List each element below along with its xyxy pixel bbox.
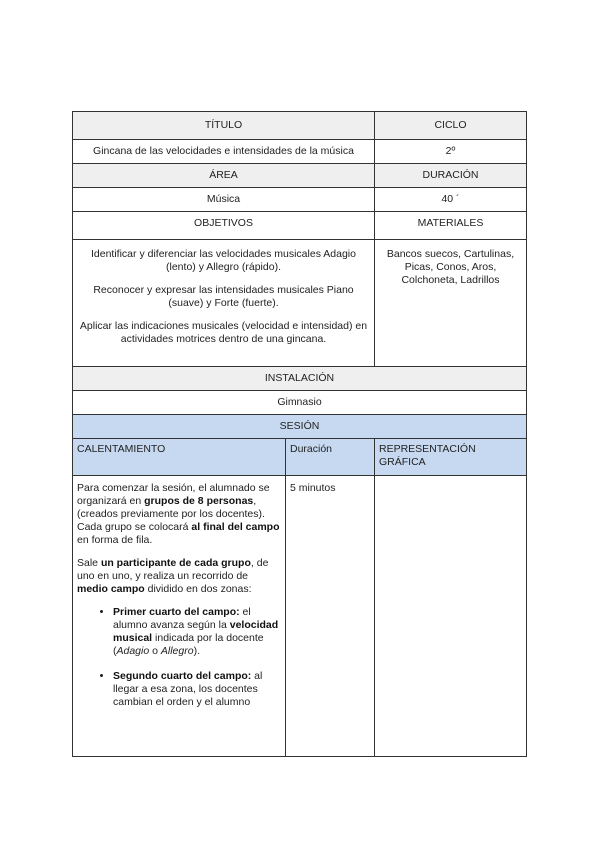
objetivos-header-row (73, 212, 527, 240)
title-header-row (73, 112, 527, 140)
bold-fragment: Primer cuarto del campo: (113, 606, 240, 618)
list-item-primer-cuarto (113, 606, 281, 658)
objetivo-2: Reconocer y expresar las intensidades musicales Piano (suave) y Forte (fuerte). (93, 284, 354, 309)
italic-fragment: Adagio (116, 645, 150, 657)
text-fragment: indicada por la docente ( (113, 632, 264, 657)
text-fragment: , de uno en uno, y realiza un recorrido de (77, 557, 269, 582)
area-label: ÁREA (73, 164, 375, 188)
zones-list (77, 606, 281, 709)
ciclo-label: CICLO (375, 112, 527, 140)
text-fragment: ). (193, 645, 200, 657)
text-fragment: el alumno avanza según la (113, 606, 251, 631)
calentamiento-content-row (73, 476, 527, 757)
sesion-header-row (73, 415, 527, 439)
titulo-value: Gincana de las velocidades e intensidades de la música (73, 140, 375, 164)
instalacion-header-row (73, 367, 527, 391)
text-fragment: o (149, 645, 161, 657)
bold-fragment: grupos de 8 personas (144, 495, 254, 507)
text-fragment: dividido en dos zonas: (144, 583, 252, 595)
duracion-column-label: Duración (286, 439, 375, 476)
duracion-value: 40 ´ (375, 188, 527, 212)
text-fragment: Para comenzar la sesión, el alumnado se organizará en (77, 482, 270, 507)
titulo-label: TÍTULO (73, 112, 375, 140)
objetivos-content-row (73, 240, 527, 367)
calentamiento-label: CALENTAMIENTO (73, 439, 286, 476)
instalacion-value-row (73, 391, 527, 415)
list-item-segundo-cuarto (113, 670, 281, 709)
materiales-content: Bancos suecos, Cartulinas, Picas, Conos, Aros, Colchoneta, Ladrillos (375, 240, 527, 367)
bold-fragment: velocidad musical (113, 619, 279, 644)
bold-fragment: un participante de cada grupo (100, 557, 251, 569)
area-value: Música (73, 188, 375, 212)
lesson-plan-table (72, 111, 527, 757)
instalacion-value: Gimnasio (73, 391, 527, 415)
representacion-label: REPRESENTACIÓN GRÁFICA (375, 439, 527, 476)
text-fragment: Sale (77, 557, 101, 569)
text-fragment: al llegar a esa zona, los docentes cambian el orden y el alumno (113, 670, 263, 708)
duracion-label: DURACIÓN (375, 164, 527, 188)
instalacion-label: INSTALACIÓN (73, 367, 527, 391)
calentamiento-paragraph-2 (77, 557, 281, 596)
sesion-label: SESIÓN (73, 415, 527, 439)
objetivo-3: Aplicar las indicaciones musicales (velocidad e intensidad) en actividades motrices dentro de una gincana. (79, 320, 368, 345)
text-fragment: en forma de fila. (77, 534, 153, 546)
objetivos-content (73, 240, 375, 367)
italic-fragment: Allegro (160, 645, 194, 657)
calentamiento-paragraph-1 (77, 482, 281, 547)
ciclo-value: 2º (375, 140, 527, 164)
bold-fragment: medio campo (77, 583, 145, 595)
objetivo-1: Identificar y diferenciar las velocidades musicales Adagio (lento) y Allegro (rápido). (91, 248, 356, 273)
objetivos-label: OBJETIVOS (73, 212, 375, 240)
text-fragment: , (creados previamente por los docentes). Cada grupo se colocará (77, 495, 265, 533)
area-header-row (73, 164, 527, 188)
duracion-content: 5 minutos (286, 476, 375, 757)
materiales-label: MATERIALES (375, 212, 527, 240)
calentamiento-content (73, 476, 286, 757)
sesion-columns-row (73, 439, 527, 476)
bold-fragment: al final del campo (191, 521, 280, 533)
bold-fragment: Segundo cuarto del campo: (113, 670, 252, 682)
area-value-row (73, 188, 527, 212)
representacion-content (375, 476, 527, 757)
title-value-row (73, 140, 527, 164)
